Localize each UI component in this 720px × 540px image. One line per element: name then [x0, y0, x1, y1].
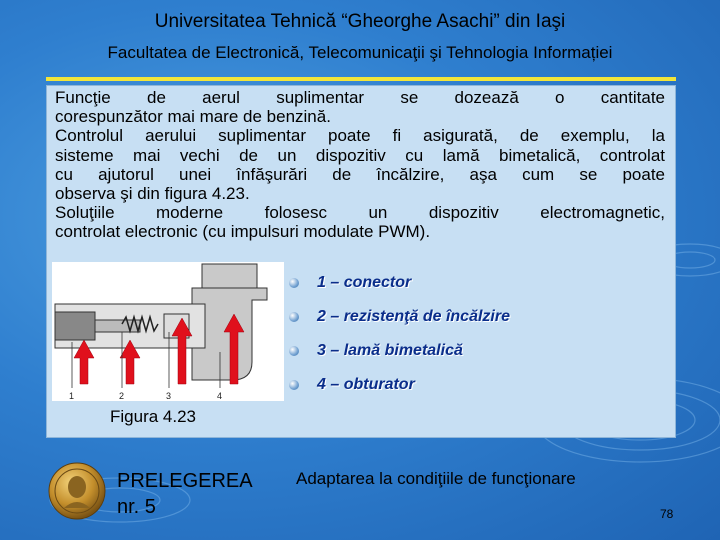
paragraph-line: cu ajutorul unei înfăşurări de încălzire, aşa cum se poate: [55, 164, 665, 184]
legend-item: [287, 306, 510, 340]
page-number: 78: [660, 507, 674, 521]
air-valve-figure: [52, 262, 284, 401]
lecture-label-line: PRELEGEREA: [117, 470, 253, 492]
content-panel: [46, 85, 676, 438]
faculty-subtitle: Facultatea de Electronică, Telecomunicaţii şi Tehnologia Informației: [107, 43, 613, 62]
figure-legend: [287, 272, 510, 408]
paragraph-line: Soluţiile moderne folosesc un dispozitiv electromagnetic,: [55, 203, 665, 223]
figure-label-4: 4: [217, 391, 223, 401]
legend-item: [287, 374, 510, 408]
bullet-icon: [289, 346, 299, 356]
figure-caption: Figura 4.23: [110, 407, 196, 426]
legend-item-label: 2 – rezistenţă de încălzire: [317, 308, 510, 325]
description-paragraph: [55, 88, 665, 242]
university-title: Universitatea Tehnică “Gheorghe Asachi” din Iaşi: [154, 11, 566, 32]
paragraph-line: controlat electronic (cu impulsuri modulate PWM).: [55, 222, 431, 242]
paragraph-line: Funcţie de aerul suplimentar se dozează o cantitate: [55, 88, 665, 107]
bullet-icon: [289, 312, 299, 322]
paragraph-line: Controlul aerului suplimentar poate fi asigurată, de exemplu, la: [55, 126, 665, 146]
paragraph-line: sisteme mai vechi de un dispozitiv cu lamă bimetalică, controlat: [55, 145, 665, 165]
lecture-title: Adaptarea la condiţiile de funcţionare: [296, 469, 576, 488]
legend-item: [287, 340, 510, 374]
obturator-plate: [55, 312, 95, 340]
header-divider: [46, 77, 676, 81]
paragraph-line: observa şi din figura 4.23.: [55, 184, 250, 204]
bullet-icon: [289, 380, 299, 390]
connector-housing: [202, 264, 257, 288]
legend-item: [287, 272, 510, 306]
figure-label-2: 2: [119, 391, 125, 401]
legend-item-label: 4 – obturator: [317, 376, 415, 393]
figure-label-3: 3: [166, 391, 172, 401]
lecture-number: nr. 5: [117, 496, 156, 518]
figure-label-1: 1: [69, 391, 75, 401]
university-seal-icon: [48, 462, 106, 520]
legend-item-label: 1 – conector: [317, 274, 412, 291]
legend-item-label: 3 – lamă bimetalică: [317, 342, 463, 359]
air-valve-diagram: [52, 262, 284, 401]
bullet-icon: [289, 278, 299, 288]
lecture-label: [117, 468, 253, 520]
paragraph-line: corespunzător mai mare de benzină.: [55, 107, 331, 127]
